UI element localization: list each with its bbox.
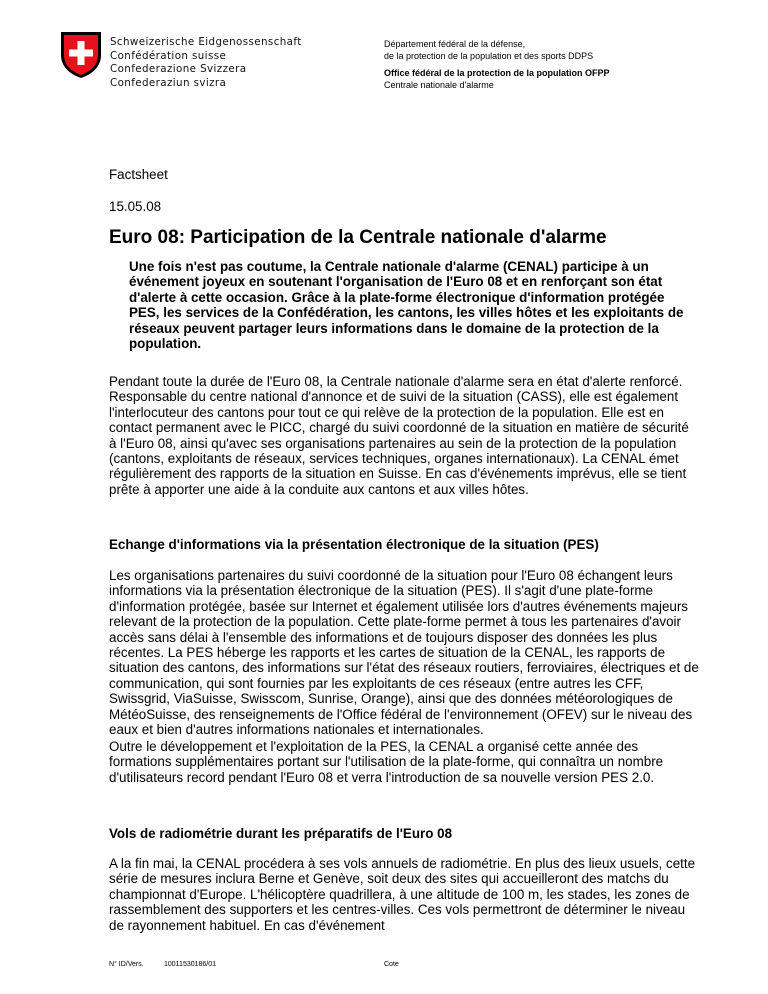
swiss-coat-of-arms-icon [60,31,102,79]
radiometry-paragraph-1: A la fin mai, la CENAL procédera à ses vols annuels de radiométrie. En plus des lieux usuels, cette série de mesures inclura Berne et Genève, soit deux des sites qui accueilleront des matchs du championnat d'Europe. L'hélicoptère quadrillera, à une altitude de 100 m, les stades, les zones de rassemblement des supporters et les centres-villes. Ces vols permettront de déterminer le niveau de rayonnement habituel. En cas d'événement [109,856,696,933]
footer-id-value: 10011530186/01 [164,961,217,968]
confederation-name-de: Schweizerische Eidgenossenschaft [110,36,302,48]
confederation-name-it: Confederazione Svizzera [110,63,247,76]
document-type: Factsheet [109,167,168,182]
lead-paragraph: Une fois n'est pas coutume, la Centrale nationale d'alarme (CENAL) participe à un événement joyeux en soutenant l'organisation de l'Euro 08 et en renforçant son état d'alerte à cette occasion. Grâce à la plate-forme électronique d'information protégée PES, les services de la Confédération, les cantons, les villes hôtes et les exploitants de réseaux peuvent partager leurs informations dans le domaine de la protection de la population. [129,259,684,352]
department-line-1: Département fédéral de la défense, [384,39,526,49]
intro-paragraph: Pendant toute la durée de l'Euro 08, la Centrale nationale d'alarme sera en état d'alerte renforcé. Responsable du centre national d'annonce et de suivi de la situation (CASS), elle est également l'interlocuteur des cantons pour tout ce qui relève de la protection de la population. Elle est en contact permanent avec le PICC, chargé du suivi coordonné de la situation en matière de sécurité à l'Euro 08, ainsi qu'avec ses organisations partenaires au sein de la protection de la population (cantons, exploitants de réseaux, services techniques, organes internationaux). La CENAL émet régulièrement des rapports de la situation en Suisse. En cas d'événements imprévus, elle se tient prête à apporter une aide à la conduite aux cantons et aux villes hôtes. [109,374,689,497]
footer-cote-label: Cote [384,961,399,968]
page-title: Euro 08: Participation de la Centrale nationale d'alarme [109,227,607,248]
office-block [384,67,610,91]
section-heading-pes: Echange d'informations via la présentation électronique de la situation (PES) [109,537,599,552]
footer-id-label: N° ID/Vers. [109,961,144,968]
department-block [384,38,593,62]
pes-paragraph-1: Les organisations partenaires du suivi coordonné de la situation pour l'Euro 08 échangent leurs informations via la présentation électronique de la situation (PES). Il s'agit d'une plate-forme d'information protégée, basée sur Internet et également utilisée lors d'autres événements majeurs relevant de la protection de la population. Cette plate-forme permet à tous les partenaires d'avoir accès sans délai à l'ensemble des informations et de toujours disposer des données les plus récentes. La PES héberge les rapports et les cartes de situation de la CENAL, les rapports de situation des cantons, des informations sur l'état des réseaux routiers, ferroviaires, électriques et de communication, qui sont fournies par les exploitants de ces réseaux (entre autres les CFF, Swissgrid, ViaSuisse, Swisscom, Sunrise, Orange), ainsi que des données météorologiques de MétéoSuisse, des renseignements de l'Office fédéral de l'environnement (OFEV) sur le niveau des eaux et bien d'autres informations nationales et internationales. [109,568,699,738]
confederation-names [110,36,302,91]
office-unit: Centrale nationale d'alarme [384,80,494,90]
document-date: 15.05.08 [109,199,162,214]
confederation-name-fr: Confédération suisse [110,49,227,62]
confederation-name-rm: Confederaziun svizra [110,77,227,90]
department-line-2: de la protection de la population et des sports DDPS [384,51,594,61]
office-name: Office fédéral de la protection de la population OFPP [384,68,610,78]
section-heading-radiometry: Vols de radiométrie durant les préparatifs de l'Euro 08 [109,826,453,841]
pes-paragraph-2: Outre le développement et l'exploitation de la PES, la CENAL a organisé cette année des formations supplémentaires portant sur l'utilisation de la plate-forme, qui connaîtra un nombre d'utilisateurs record pendant l'Euro 08 et verra l'introduction de sa nouvelle version PES 2.0. [109,739,664,785]
